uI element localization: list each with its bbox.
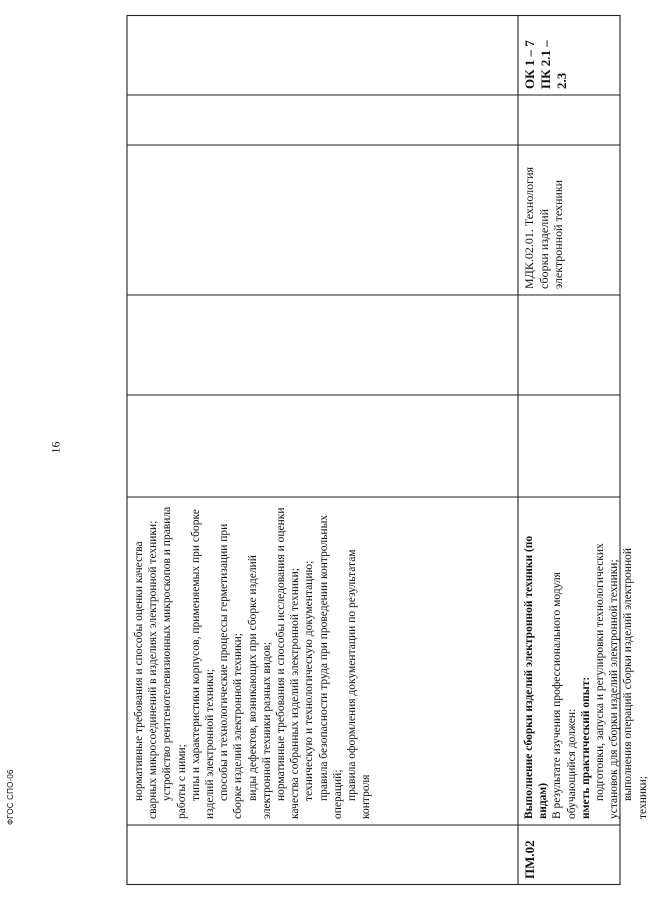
mdk-title: МДК.02.01. Технология сборки изделий электронной техники	[522, 166, 566, 289]
general-competencies: ОК 1 – 7	[522, 40, 537, 89]
knowledge-line: нормативные требования и способы исследования и оценки качества собранных изделий электронной техники;	[275, 507, 302, 819]
knowledge-line: устройство рентгенотелевизионных микроскопов и правила работы с ними;	[161, 506, 188, 819]
practice-item: подготовки, запуска и регулировки технологических установок для сборки изделий электронной техники;	[594, 543, 621, 819]
competencies-cell	[519, 16, 619, 94]
rotated-table-page	[20, 15, 649, 885]
knowledge-list-cell	[128, 498, 517, 824]
module-intro: В результате изучения профессионального модуля обучающийся должен:	[551, 572, 578, 819]
practice-item: выполнения операций сборки изделий электронной техники;	[622, 547, 649, 819]
knowledge-line: нормативные требования и способы оценки качества сварных микросоединений в изделиях электронной техники;	[133, 520, 160, 819]
module-description-cell	[519, 498, 649, 824]
footer-label: ФГОС СПО-06	[6, 769, 15, 825]
practice-heading: иметь практический опыт:	[579, 676, 592, 819]
knowledge-line: способы и технологические процессы герметизации при сборке изделий электронной техники;	[218, 523, 245, 819]
professional-competencies: ПК 2.1 – 2.3	[538, 40, 569, 89]
knowledge-line: техническую и технологическую документацию;	[303, 560, 316, 801]
knowledge-line: правила оформления документации по результатам контроля	[346, 549, 373, 819]
knowledge-line: правила безопасности труда при проведении контрольных операций;	[317, 514, 344, 819]
knowledge-line: типы и характеристики корпусов, применяемых при сборке изделий электронной техники;	[189, 509, 217, 819]
module-code: ПМ.02	[522, 840, 537, 879]
page-number: 16	[48, 441, 63, 454]
module-title: Выполнение сборки изделий электронной техники (по видам)	[523, 535, 550, 819]
mdk-cell	[519, 145, 619, 294]
knowledge-line: виды дефектов, возникающих при сборке изделий электронной техники разных видов;	[246, 555, 273, 819]
